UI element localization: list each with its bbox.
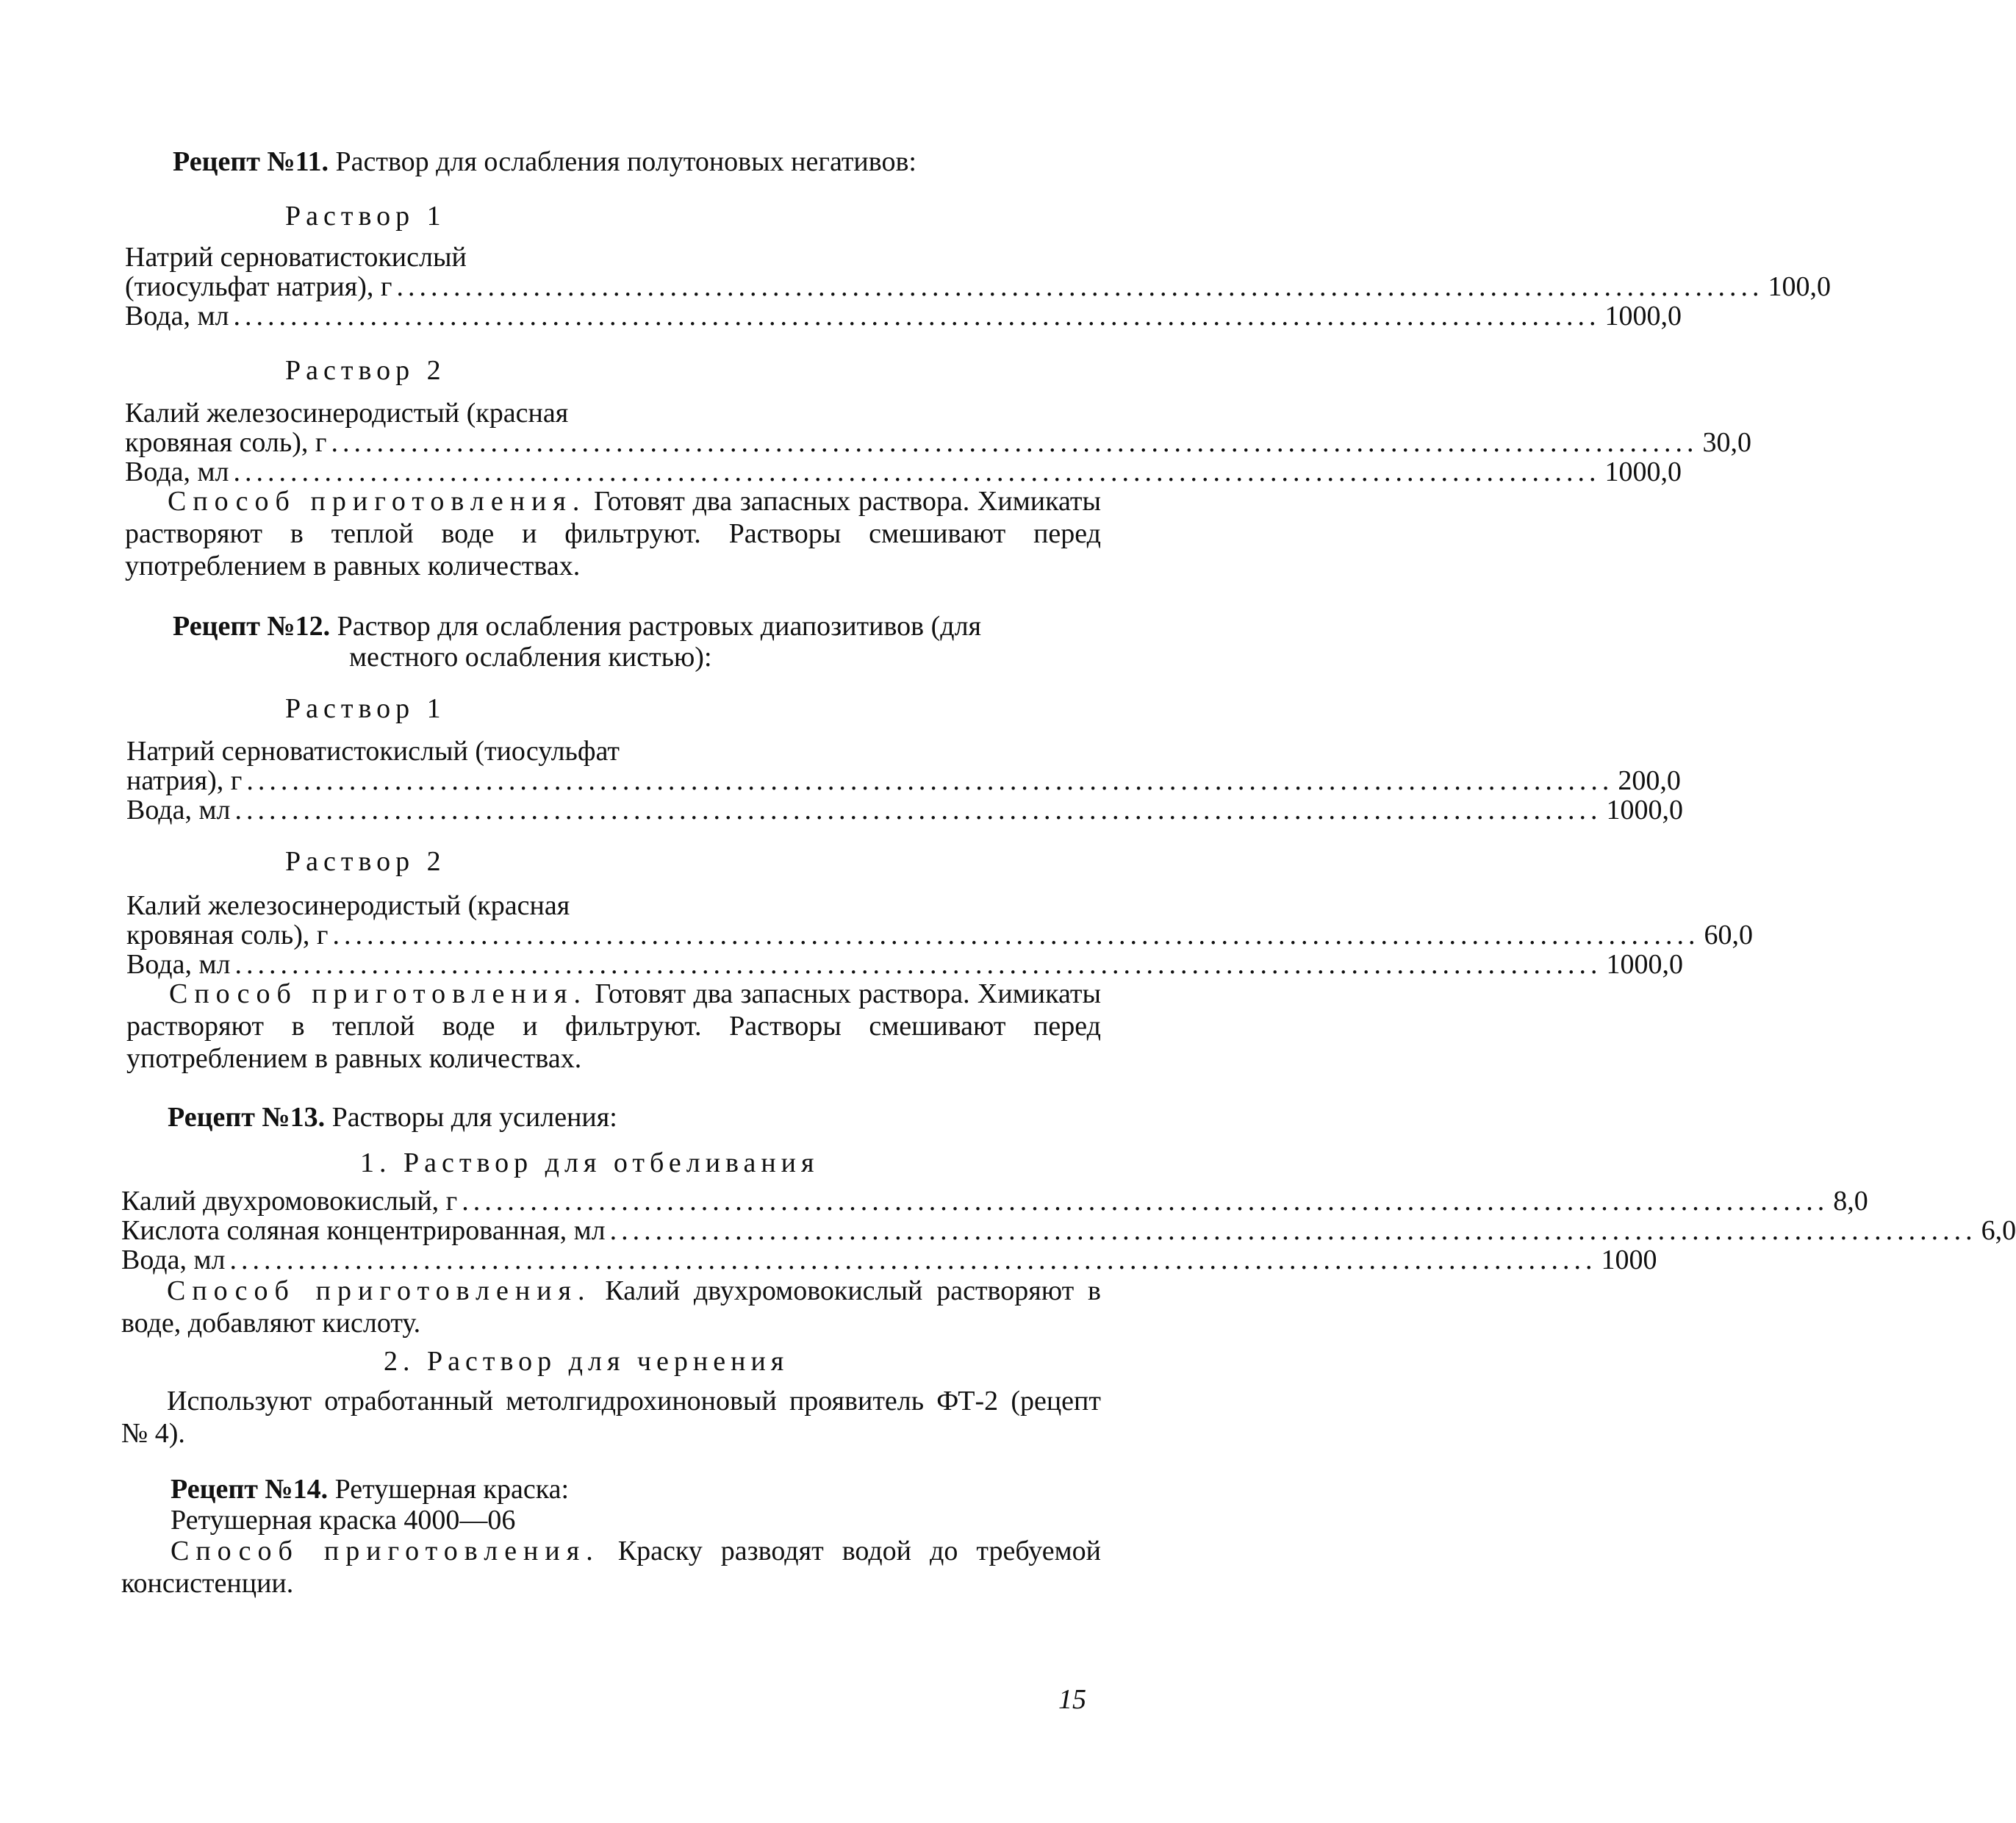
ingredient-value: 6,0 <box>1981 1215 2016 1246</box>
method-text: Краску разводят водой до требуемой консистенции. <box>121 1536 1101 1599</box>
recipe-11-solution-2-title: Раствор 2 <box>285 355 446 386</box>
recipe-11-s1-ingredient-1-line-1: Натрий серноватистокислый <box>125 242 467 273</box>
recipe-14-title: Ретушерная краска: <box>328 1474 570 1505</box>
leader-dots: ........................................................................................................................ <box>246 765 1614 796</box>
recipe-11-label: Рецепт №11. <box>173 146 329 177</box>
recipe-13-method <box>121 1275 1101 1339</box>
recipe-12-method <box>126 978 1101 1075</box>
method-label: Способ приготовления. <box>167 1275 592 1306</box>
ingredient-value: 1000,0 <box>1606 949 1683 980</box>
ingredient-value: 100,0 <box>1768 271 1831 302</box>
recipe-13-ingredient-2 <box>121 1214 2016 1247</box>
recipe-13-solution-2-text: Используют отработанный метолгидрохиноновый проявитель ФТ-2 (рецепт № 4). <box>121 1386 1101 1449</box>
leader-dots: ........................................................................................................................ <box>229 1244 1597 1275</box>
recipe-11-solution-1-title: Раствор 1 <box>285 201 446 232</box>
recipe-11-s1-ingredient-2 <box>125 300 1682 332</box>
recipe-13-solution-1-title: 1. Раствор для отбеливания <box>360 1147 819 1178</box>
ingredient-value: 30,0 <box>1702 427 1751 458</box>
ingredient-name: Вода, мл <box>125 456 229 487</box>
recipe-12-title-line-1: Раствор для ослабления растровых диапозитивов (для <box>330 611 982 642</box>
leader-dots: ........................................................................................................................ <box>234 949 1602 980</box>
recipe-11-s2-ingredient-1-line-1: Калий железосинеродистый (красная <box>125 398 569 429</box>
recipe-11-method <box>125 485 1101 582</box>
recipe-13-ingredient-3 <box>121 1244 1657 1276</box>
recipe-12-solution-1-title: Раствор 1 <box>285 693 446 724</box>
ingredient-value: 1000 <box>1601 1244 1657 1275</box>
ingredient-value: 1000,0 <box>1604 456 1682 487</box>
ingredient-name: Кислота соляная концентрированная, мл <box>121 1215 606 1246</box>
recipe-14-heading <box>171 1473 569 1505</box>
ingredient-name: (тиосульфат натрия), г <box>125 271 392 302</box>
recipe-13-heading <box>168 1101 617 1133</box>
recipe-12-s2-ingredient-1-line-1: Калий железосинеродистый (красная <box>126 890 570 921</box>
recipe-12-s1-ingredient-2 <box>126 794 1683 826</box>
recipe-12-s1-ingredient-1-line-1: Натрий серноватистокислый (тиосульфат <box>126 736 620 767</box>
recipe-12-solution-2-title: Раствор 2 <box>285 846 446 877</box>
recipe-13-solution-2-title: 2. Раствор для чернения <box>384 1346 789 1377</box>
ingredient-value: 1000,0 <box>1604 301 1682 332</box>
recipe-12-heading <box>173 610 981 642</box>
ingredient-value: 8,0 <box>1833 1186 1868 1217</box>
recipe-11-title: Раствор для ослабления полутоновых негативов: <box>329 146 916 177</box>
recipe-11-heading <box>173 146 916 178</box>
recipe-11-s2-ingredient-1 <box>125 426 1751 459</box>
method-text: Готовят два запасных раствора. Химикаты растворяют в теплой воде и фильтруют. Растворы смешивают перед употреблением в равных количествах. <box>126 978 1101 1074</box>
recipe-14-method <box>121 1535 1101 1600</box>
method-label: Способ приготовления. <box>168 486 586 517</box>
leader-dots: ........................................................................................................................ <box>233 456 1601 487</box>
ingredient-name: Калий двухромовокислый, г <box>121 1186 458 1217</box>
leader-dots: ........................................................................................................................ <box>332 920 1700 950</box>
leader-dots: ........................................................................................................................ <box>331 427 1698 458</box>
recipe-12-s2-ingredient-1 <box>126 919 1753 951</box>
recipe-13-ingredient-1 <box>121 1185 1868 1217</box>
leader-dots: ........................................................................................................................ <box>234 795 1602 825</box>
ingredient-name: Вода, мл <box>126 795 231 825</box>
recipe-12-s2-ingredient-2 <box>126 948 1683 981</box>
method-label: Способ приготовления. <box>169 978 588 1009</box>
recipe-13-title: Растворы для усиления: <box>325 1102 617 1133</box>
leader-dots: ........................................................................................................................ <box>396 271 1764 302</box>
method-label: Способ приготовления. <box>171 1536 600 1566</box>
leader-dots: ........................................................................................................................ <box>462 1186 1829 1217</box>
method-text: Готовят два запасных раствора. Химикаты растворяют в теплой воде и фильтруют. Растворы смешивают перед употреблением в равных количествах. <box>125 486 1101 581</box>
ingredient-value: 200,0 <box>1618 765 1681 796</box>
recipe-12-label: Рецепт №12. <box>173 611 331 642</box>
method-text: Калий двухромовокислый растворяют в воде, добавляют кислоту. <box>121 1275 1101 1339</box>
ingredient-name: Вода, мл <box>121 1244 226 1275</box>
ingredient-name: Вода, мл <box>125 301 229 332</box>
ingredient-name: кровяная соль), г <box>125 427 327 458</box>
recipe-12-title-line-2: местного ослабления кистью): <box>349 642 712 673</box>
recipe-13-label: Рецепт №13. <box>168 1102 326 1133</box>
recipe-11-s2-ingredient-2 <box>125 456 1682 488</box>
leader-dots: ........................................................................................................................ <box>609 1215 1977 1246</box>
ingredient-value: 60,0 <box>1704 920 1753 950</box>
recipe-11-s1-ingredient-1 <box>125 271 1831 303</box>
recipe-14-label: Рецепт №14. <box>171 1474 329 1505</box>
ingredient-value: 1000,0 <box>1606 795 1683 825</box>
recipe-12-s1-ingredient-1 <box>126 764 1681 797</box>
recipe-14-line: Ретушерная краска 4000—06 <box>171 1505 516 1536</box>
ingredient-name: Вода, мл <box>126 949 231 980</box>
ingredient-name: натрия), г <box>126 765 243 796</box>
page-number: 15 <box>1058 1684 1086 1715</box>
ingredient-name: кровяная соль), г <box>126 920 329 950</box>
leader-dots: ........................................................................................................................ <box>233 301 1601 332</box>
